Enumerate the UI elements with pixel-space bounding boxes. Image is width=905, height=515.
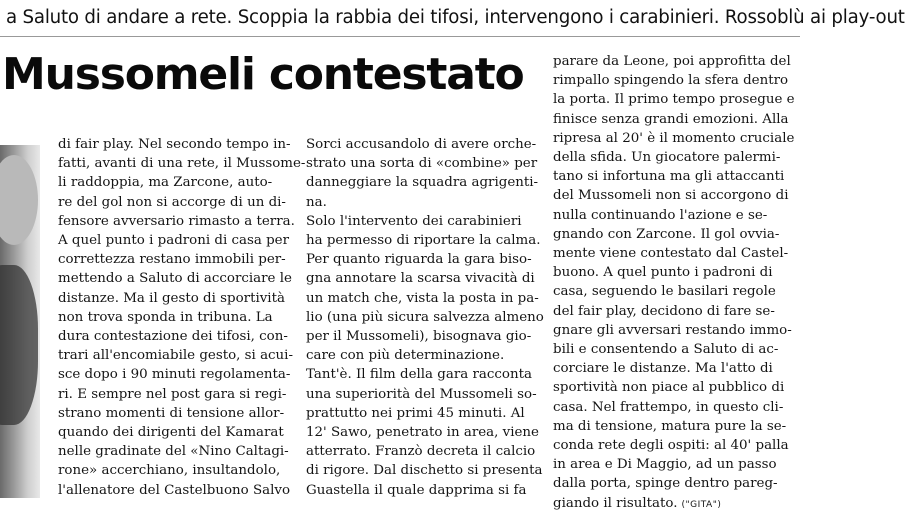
text-line: non trova sponda in tribuna. La (58, 309, 273, 325)
text-line: mente viene contestato dal Castel- (553, 246, 789, 262)
kicker-subtitle: a Saluto di andare a rete. Scoppia la rabbia dei tifosi, intervengono i carabinieri. Rossoblù ai play-out (6, 7, 905, 28)
text-line: care con più determinazione. (306, 348, 505, 364)
text-line: di rigore. Dal dischetto si presenta (306, 463, 543, 479)
text-line: bili e consentendo a Saluto di ac- (553, 342, 779, 358)
text-line: Per quanto riguarda la gara biso- (306, 252, 532, 268)
text-line: sportività non piace al pubblico di (553, 380, 785, 396)
article-photo (0, 145, 40, 498)
text-line: giando il risultato. (553, 495, 678, 511)
text-line: un match che, vista la posta in pa- (306, 290, 539, 306)
text-line: Guastella il quale dapprima si fa (306, 482, 527, 498)
text-line: re del gol non si accorge di un di- (58, 194, 286, 210)
text-line: trari all'encomiabile gesto, si acui- (58, 348, 293, 364)
text-line: strato una sorta di «combine» per (306, 156, 538, 172)
text-line: casa, seguendo le basilari regole (553, 284, 776, 300)
text-line: per il Mussomeli), bisognava gio- (306, 329, 532, 345)
text-line: Solo l'intervento dei carabinieri (306, 213, 522, 229)
text-line: gna annotare la scarsa vivacità di (306, 271, 535, 287)
text-line: buono. A quel punto i padroni di (553, 265, 773, 281)
text-line: in area e Di Maggio, ad un passo (553, 457, 777, 473)
photo-shadow (0, 265, 38, 425)
text-line: tano si infortuna ma gli attaccanti (553, 169, 785, 185)
text-line: corciare le distanze. Ma l'atto di (553, 361, 773, 377)
text-column-1 (58, 135, 306, 500)
text-line: rone» accerchiano, insultandolo, (58, 463, 281, 479)
photo-highlight (0, 155, 38, 245)
text-line: danneggiare la squadra agrigenti- (306, 175, 539, 191)
text-line: correttezza restano immobili per- (58, 252, 286, 268)
text-line: del fair play, decidono di fare se- (553, 303, 775, 319)
text-line: ma di tensione, matura pure la se- (553, 418, 787, 434)
text-line: finisce senza grandi emozioni. Alla (553, 111, 789, 127)
text-line: dalla porta, spinge dentro pareg- (553, 476, 778, 492)
text-line: lio (una più sicura salvezza almeno (306, 309, 544, 325)
author-signature: ("GITA") (681, 499, 722, 510)
text-line: di fair play. Nel secondo tempo in- (58, 137, 291, 152)
text-line: gnando con Zarcone. Il gol ovvia- (553, 226, 780, 242)
text-line: atterrato. Franzò decreta il calcio (306, 444, 536, 460)
text-line: A quel punto i padroni di casa per (58, 233, 290, 249)
text-line: parare da Leone, poi approfitta del (553, 54, 791, 69)
text-line: una superiorità del Mussomeli so- (306, 386, 537, 402)
text-line: del Mussomeli non si accorgono di (553, 188, 789, 204)
text-line: casa. Nel frattempo, in questo cli- (553, 399, 784, 415)
text-line: ha permesso di riportare la calma. (306, 233, 541, 249)
text-line: nulla continuando l'azione e se- (553, 207, 768, 223)
text-line: li raddoppia, ma Zarcone, auto- (58, 175, 273, 191)
text-column-2 (306, 135, 544, 500)
text-line: sce dopo i 90 minuti regolamenta- (58, 367, 291, 383)
text-line: Sorci accusandolo di avere orche- (306, 137, 537, 152)
text-line: 12' Sawo, penetrato in area, viene (306, 425, 539, 441)
text-line: l'allenatore del Castelbuono Salvo (58, 482, 291, 498)
text-line: gnare gli avversari restando immo- (553, 322, 792, 338)
text-line: distanze. Ma il gesto di sportività (58, 290, 285, 306)
text-line: mettendo a Saluto di accorciare le (58, 271, 292, 287)
text-column-3 (553, 52, 795, 515)
text-line: fatti, avanti di una rete, il Mussome- (58, 156, 306, 172)
text-line: ri. E sempre nel post gara si regi- (58, 386, 287, 402)
text-line: prattutto nei primi 45 minuti. Al (306, 405, 525, 421)
header-rule (0, 36, 800, 37)
text-line: strano momenti di tensione allor- (58, 405, 285, 421)
text-line: conda rete degli ospiti: al 40' palla (553, 438, 789, 454)
text-line: quando dei dirigenti del Kamarat (58, 425, 284, 441)
text-line: nelle gradinate del «Nino Caltagi- (58, 444, 289, 460)
text-line: rimpallo spingendo la sfera dentro (553, 73, 789, 89)
article-headline: Mussomeli contestato (2, 49, 524, 100)
text-line: Tant'è. Il film della gara racconta (306, 367, 532, 383)
text-line: na. (306, 194, 327, 210)
text-line: ripresa al 20' è il momento cruciale (553, 130, 795, 146)
text-line: della sfida. Un giocatore palermi- (553, 150, 781, 166)
text-line: fensore avversario rimasto a terra. (58, 213, 295, 229)
text-line: dura contestazione dei tifosi, con- (58, 329, 288, 345)
text-line: la porta. Il primo tempo prosegue e (553, 92, 795, 108)
